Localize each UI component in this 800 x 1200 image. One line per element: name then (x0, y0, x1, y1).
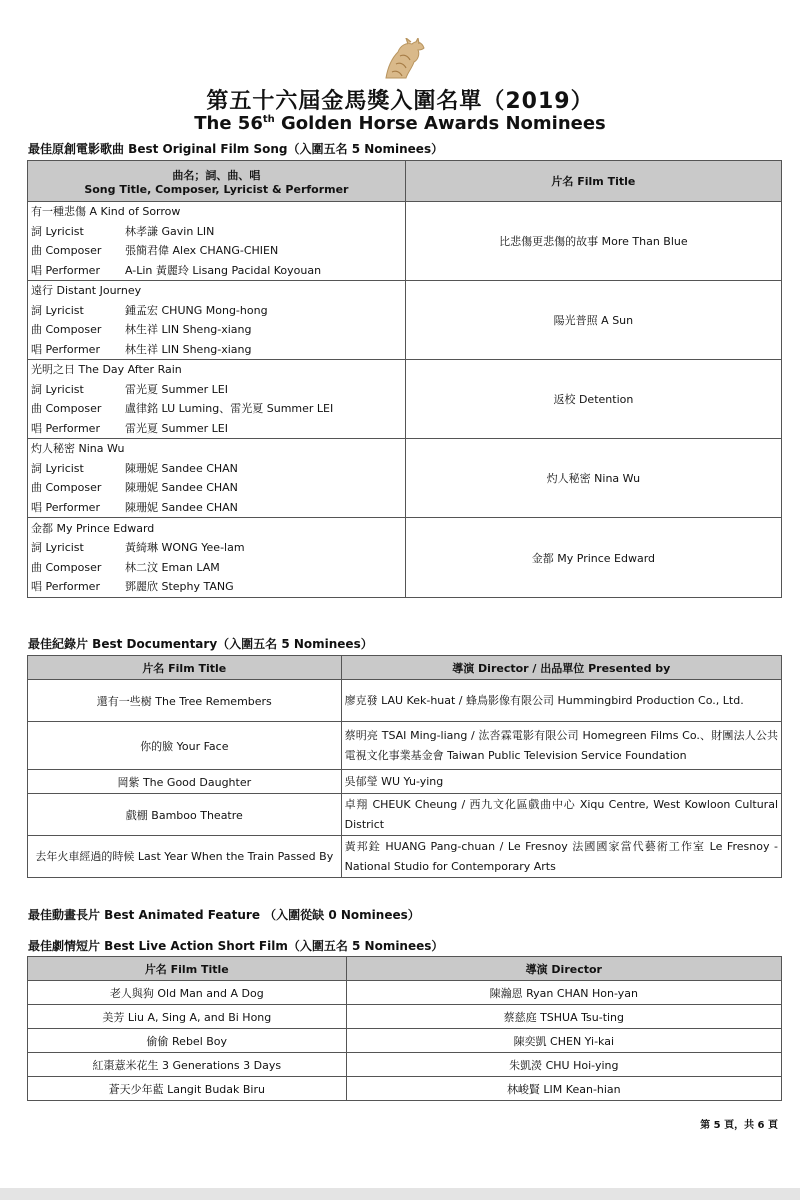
page-title-english: The 56th Golden Horse Awards Nominees (194, 113, 606, 134)
page-title-chinese: 第五十六屆金馬獎入圍名單（2019） (206, 89, 594, 114)
table-row (28, 1029, 782, 1053)
film-title-cell: 美芳 Liu A, Sing A, and Bi Hong (28, 1005, 347, 1029)
section-heading-short-film: 最佳劇情短片 Best Live Action Short Film（入圍五名 5 Nominees） (28, 939, 444, 953)
film-title-cell: 陽光普照 A Sun (405, 281, 781, 360)
column-header-director: 導演 Director (346, 957, 781, 981)
film-title-cell: 灼人秘密 Nina Wu (405, 439, 781, 518)
table-row (28, 1005, 782, 1029)
table-row (28, 680, 782, 722)
film-title-cell: 比悲傷更悲傷的故事 More Than Blue (405, 202, 781, 281)
table-row (28, 981, 782, 1005)
film-title-cell: 戲棚 Bamboo Theatre (28, 794, 342, 836)
film-title-cell: 去年火車經過的時候 Last Year When the Train Passed By (28, 836, 342, 878)
film-title-cell: 偷偷 Rebel Boy (28, 1029, 347, 1053)
film-title-cell: 你的臉 Your Face (28, 722, 342, 770)
table-row (28, 794, 782, 836)
film-title-cell: 還有一些樹 The Tree Remembers (28, 680, 342, 722)
film-title-cell: 老人與狗 Old Man and A Dog (28, 981, 347, 1005)
director-cell: 陳瀚恩 Ryan CHAN Hon-yan (346, 981, 781, 1005)
song-cell: 灼人秘密 Nina Wu 詞 Lyricist 陳珊妮 Sandee CHAN 曲 Composer 陳珊妮 Sandee CHAN 唱 Performer 陳珊妮 Sandee CHAN (28, 439, 406, 518)
table-row (28, 1077, 782, 1101)
director-cell: 陳奕凱 CHEN Yi-kai (346, 1029, 781, 1053)
short-film-table (27, 956, 782, 1101)
column-header-film-title: 片名 Film Title (28, 957, 347, 981)
film-title-cell: 返校 Detention (405, 360, 781, 439)
song-cell: 有一種悲傷 A Kind of Sorrow 詞 Lyricist 林孝謙 Gavin LIN 曲 Composer 張簡君偉 Alex CHANG-CHIEN 唱 Performer A-Lin 黃麗玲 Lisang Pacidal Koyouan (28, 202, 406, 281)
column-header-film-title: 片名 Film Title (405, 161, 781, 202)
column-header-director: 導演 Director / 出品單位 Presented by (341, 656, 781, 680)
film-title-cell: 岡紫 The Good Daughter (28, 770, 342, 794)
director-cell: 廖克發 LAU Kek-huat / 蜂鳥影像有限公司 Hummingbird Production Co., Ltd. (341, 680, 781, 722)
film-song-table (27, 160, 782, 598)
bottom-bar (0, 1188, 800, 1200)
table-row (28, 722, 782, 770)
table-row (28, 518, 782, 598)
director-cell: 蔡明亮 TSAI Ming-liang / 汯呇霖電影有限公司 Homegreen Films Co.、財團法人公共電視文化事業基金會 Taiwan Public Television Service Foundation (341, 722, 781, 770)
song-cell: 遠行 Distant Journey 詞 Lyricist 鍾孟宏 CHUNG Mong-hong 曲 Composer 林生祥 LIN Sheng-xiang 唱 Performer 林生祥 LIN Sheng-xiang (28, 281, 406, 360)
table-row (28, 770, 782, 794)
song-cell: 金都 My Prince Edward 詞 Lyricist 黃綺琳 WONG Yee-lam 曲 Composer 林二汶 Eman LAM 唱 Performer 鄧麗欣 Stephy TANG (28, 518, 406, 598)
table-row (28, 1053, 782, 1077)
table-row (28, 836, 782, 878)
director-cell: 卓翔 CHEUK Cheung / 西九文化區戲曲中心 Xiqu Centre, West Kowloon Cultural District (341, 794, 781, 836)
table-header-row (28, 957, 782, 981)
director-cell: 蔡慈庭 TSHUA Tsu-ting (346, 1005, 781, 1029)
column-header-film-title: 片名 Film Title (28, 656, 342, 680)
table-header-row (28, 161, 782, 202)
director-cell: 朱凱濙 CHU Hoi-ying (346, 1053, 781, 1077)
golden-horse-logo-icon (378, 38, 430, 82)
director-cell: 黃邦銓 HUANG Pang-chuan / Le Fresnoy 法國國家當代藝術工作室 Le Fresnoy - National Studio for Contemporary Arts (341, 836, 781, 878)
section-heading-film-song: 最佳原創電影歌曲 Best Original Film Song（入圍五名 5 Nominees） (28, 142, 444, 156)
film-title-cell: 金都 My Prince Edward (405, 518, 781, 598)
documentary-table (27, 655, 782, 878)
film-title-cell: 紅棗薏米花生 3 Generations 3 Days (28, 1053, 347, 1077)
director-cell: 林峻賢 LIM Kean-hian (346, 1077, 781, 1101)
table-row (28, 281, 782, 360)
column-header-song: 曲名；詞、曲、唱 Song Title, Composer, Lyricist & Performer (28, 161, 406, 202)
film-title-cell: 蒼天少年藍 Langit Budak Biru (28, 1077, 347, 1101)
table-row (28, 202, 782, 281)
table-row (28, 439, 782, 518)
song-cell: 光明之日 The Day After Rain 詞 Lyricist 雷光夏 Summer LEI 曲 Composer 盧律銘 LU Luming、雷光夏 Summer LEI 唱 Performer 雷光夏 Summer LEI (28, 360, 406, 439)
table-row (28, 360, 782, 439)
table-header-row (28, 656, 782, 680)
section-heading-documentary: 最佳紀錄片 Best Documentary（入圍五名 5 Nominees） (28, 637, 373, 651)
page-number: 第 5 頁，共 6 頁 (700, 1120, 778, 1131)
section-heading-animated-feature: 最佳動畫長片 Best Animated Feature （入圍從缺 0 Nominees） (28, 908, 420, 922)
director-cell: 吳郁瑩 WU Yu-ying (341, 770, 781, 794)
